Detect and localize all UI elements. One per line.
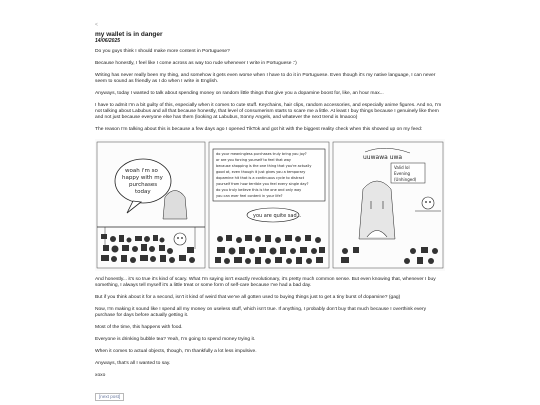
post-body-intro (95, 49, 445, 133)
comic-image (95, 139, 445, 271)
paragraph: Because honestly, I feel like I come across as way too rude whenever I write in Portuguese :') (95, 61, 297, 66)
panel1-line2: happy with my (122, 175, 163, 181)
back-link[interactable]: < (95, 22, 98, 28)
paragraph: But if you think about it for a second, isn't it kind of weird that we've all gotten used to buying things just to get a tiny burst of dopamine? (gag) (95, 295, 401, 300)
panel2-caption: you are quite sad... (253, 213, 302, 219)
panel1-line3: purchases (129, 182, 158, 188)
paragraph: When it comes to actual objects, though, I'm thankfully a lot less impulsive. (95, 349, 257, 354)
panel2-line4: good at, even though it just gives you a temporary (216, 170, 306, 174)
panel2-line7: do you truly believe this is the one and only way (216, 188, 302, 192)
panel3-speech: uuwawa uwa (363, 154, 403, 161)
panel2-line2: or are you forcing yourself to feel that way (216, 158, 291, 162)
paragraph: Everyone is drinking bubble tea? Yeah, I'm going to spend money trying it. (95, 337, 256, 342)
paragraph: The reason I'm talking about this is because a few days ago I opened TikTok and got hit with the biggest reality check when this showed up on my feed: (95, 127, 423, 132)
speech-bubble-1 (115, 159, 171, 203)
post-body-conclusion (95, 277, 445, 379)
panel3-side-1: Valid lol (394, 165, 410, 170)
post-date: 14/06/2025 (95, 38, 121, 44)
paragraph: Now, I'm making it sound like I spend all my money on useless stuff, which isn't true. If anything, I probably don't buy that much because I overthink every purchase for days before actually getting it. (95, 307, 427, 318)
panel2-line6: yourself from how terrible you feel every single day? (216, 182, 309, 186)
paragraph: Do you guys think I should make more content in Portuguese? (95, 49, 230, 54)
paragraph: Most of the time, this happens with food. (95, 325, 183, 330)
paragraph: Writing has never really been my thing, and somehow it gets even worse when I have to do it in Portuguese. Even though it's my native language, I can never seem to sound as friendly as I do when I write in English. (95, 73, 436, 84)
blog-post (95, 22, 445, 403)
panel1-line1: woah i'm so (125, 168, 158, 174)
panel1-line4: today (135, 189, 151, 195)
panel3-side-2: Evening (394, 171, 411, 176)
comic-drawing (95, 139, 445, 271)
post-title: my wallet is in danger (95, 31, 163, 38)
panel2-line5: dopamine hit that is a continuous cycle to distract (216, 176, 305, 180)
panel2-line1: do your meaningless purchases truly bring you joy? (216, 152, 307, 156)
panel2-line3: because shopping is the one thing that you're actually (216, 164, 312, 168)
paragraph: Anyways, today I wanted to talk about spending money on random little things that give you a dopamine boost for, like, an hour max... (95, 91, 384, 96)
panel3-side-3: (Unhinged) (394, 177, 417, 182)
sign-off: xoxo (95, 373, 106, 378)
paragraph: And honestly... it's so true it's kind of scary. What I'm saying isn't exactly revolutionary, it's pretty much common sense. But even knowing that, whenever I buy something, I always tell myself it's a little treat or some form of self-care because I've had a bad day. (95, 277, 436, 288)
paragraph: I have to admit I'm a bit guilty of this, especially when it comes to cute stuff. Keychains, hair clips, random accessories, and especially anime figures. And no, I'm not talking about Labubus and all that because honestly, that level of consumerism starts to scare me a little. At least I buy things because I genuinely like them and not just because everyone else has them (looking at Labubus, Sonny Angels, and whatever the next trend is lmaooo) (95, 103, 442, 120)
panel2-line8: you can ever feel content in your life? (216, 194, 283, 198)
next-post-link[interactable]: [next post] (95, 393, 124, 401)
paragraph: Anyways, that's all I wanted to say. (95, 361, 171, 366)
